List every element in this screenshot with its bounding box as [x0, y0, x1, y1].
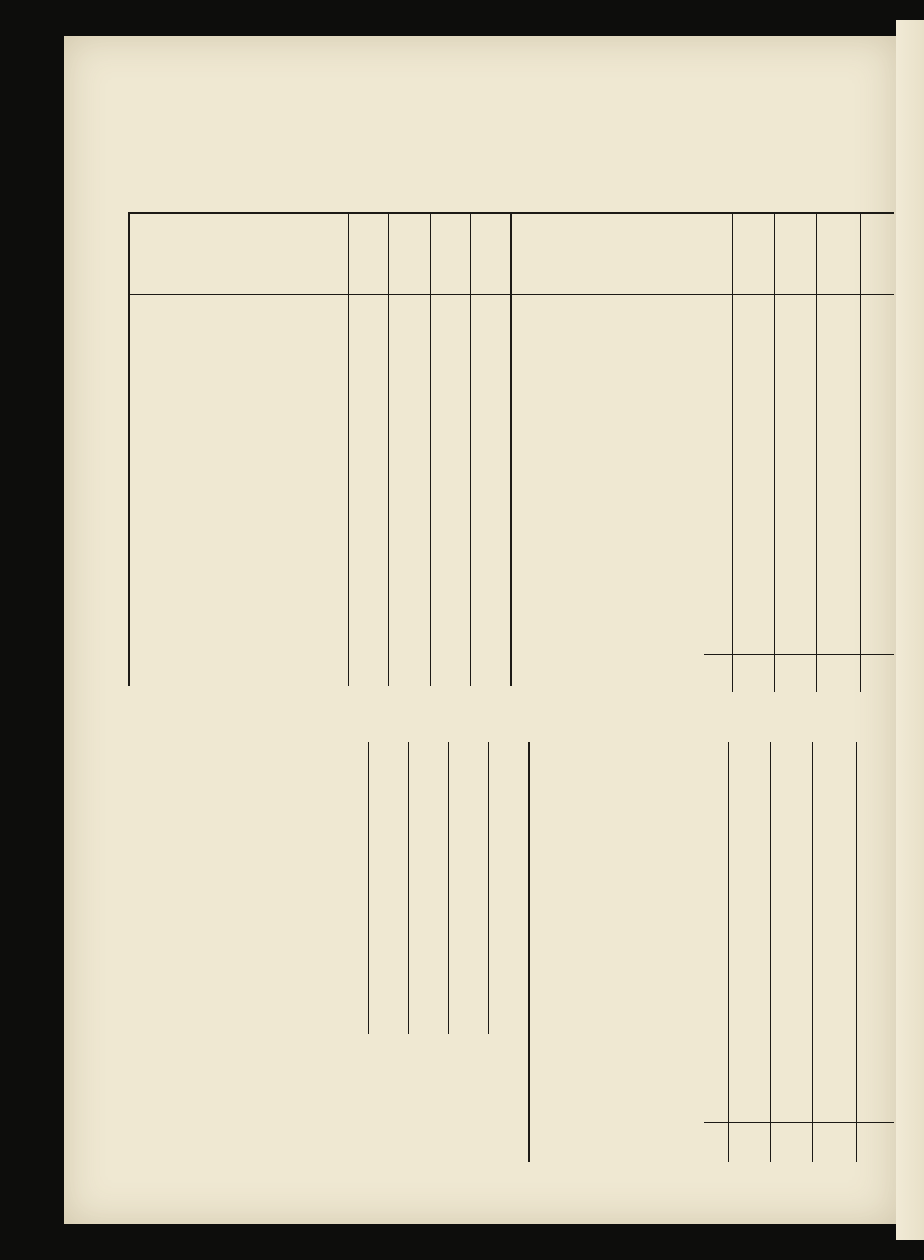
t8-col-divider [856, 742, 857, 1162]
t6-col-divider [860, 212, 861, 692]
t6-col-divider [816, 212, 817, 692]
t7-col-divider [408, 742, 409, 1034]
t5-col-divider [470, 212, 471, 686]
t6-header-horses [777, 220, 813, 290]
t6-col-divider [774, 212, 775, 692]
t5-header-total [351, 220, 385, 290]
t7-col-divider [368, 742, 369, 1034]
t6-header-cattle [819, 220, 857, 290]
t6-total-rule [704, 654, 894, 655]
t5-header-horses [392, 220, 426, 290]
t5-header-other [473, 220, 509, 290]
upper-table-left-border [128, 212, 130, 686]
t5-t6-divider [510, 212, 512, 686]
t5-col-divider [388, 212, 389, 686]
t8-col-divider [728, 742, 729, 1162]
t6-header-total [735, 220, 771, 290]
t8-col-divider [770, 742, 771, 1162]
t7-col-divider [448, 742, 449, 1034]
t5-col-divider [430, 212, 431, 686]
t5-col-divider [348, 212, 349, 686]
t7-t8-divider [528, 742, 530, 1162]
t6-header-other [862, 220, 894, 290]
t8-total-rule [704, 1122, 894, 1123]
t7-col-divider [488, 742, 489, 1034]
t8-col-divider [812, 742, 813, 1162]
book-page [64, 36, 896, 1224]
book-spine [896, 20, 924, 1240]
t6-col-divider [732, 212, 733, 692]
t5-header-cattle [433, 220, 467, 290]
